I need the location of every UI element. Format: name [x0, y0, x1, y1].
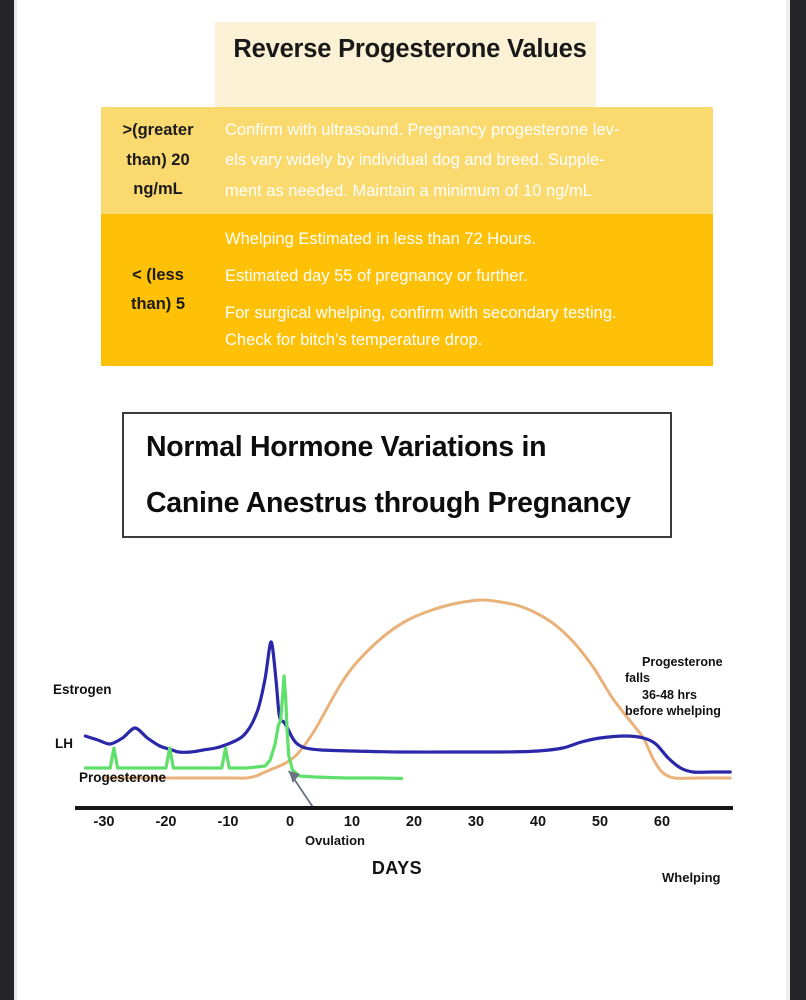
progesterone-fall-annotation: [625, 654, 755, 719]
annotation-line: falls: [625, 671, 651, 686]
table-row: [101, 107, 713, 214]
table-cell-description: [221, 226, 713, 354]
x-tick-label: -20: [155, 814, 177, 830]
description-line: Estimated day 55 of pregnancy or further.: [225, 266, 528, 285]
annotation-line: Progesterone: [642, 655, 723, 669]
page-title: Reverse Progesterone Values: [233, 35, 587, 63]
series-label-lh: LH: [55, 736, 73, 751]
description-line: ment as needed. Maintain a minimum of 10 ng/mL: [225, 181, 592, 200]
range-line: than) 20: [126, 150, 190, 169]
annotation-line: 36-48 hrs: [642, 687, 697, 702]
x-tick-label: -10: [217, 814, 239, 830]
description-line: For surgical whelping, confirm with secondary testing.: [225, 304, 617, 322]
hormone-chart: [17, 570, 786, 900]
description-line: Confirm with ultrasound. Pregnancy progesterone lev-: [225, 121, 620, 140]
frame-edge-right: [790, 0, 806, 1000]
series-label-progesterone: Progesterone: [79, 770, 167, 785]
progesterone-value-table: [101, 107, 713, 366]
table-cell-range: [101, 261, 221, 320]
axis-annotation-whelping: Whelping: [662, 870, 721, 885]
description-line: Check for bitch’s temperature drop.: [225, 331, 483, 350]
x-tick-label: 40: [529, 814, 547, 830]
x-tick-label: 20: [405, 814, 423, 830]
frame-edge-right-highlight: [786, 0, 790, 1000]
chart-title-line-1: Normal Hormone Variations in: [146, 431, 547, 463]
x-tick-label: 0: [285, 814, 295, 830]
frame-edge-left: [0, 0, 14, 1000]
table-cell-description: [221, 115, 713, 205]
series-label-estrogen: Estrogen: [53, 682, 112, 697]
x-tick-label: -30: [93, 814, 115, 830]
annotation-line: before whelping: [625, 703, 721, 718]
x-axis-title: DAYS: [371, 858, 423, 878]
x-tick-label: 60: [653, 814, 671, 830]
table-row: [101, 214, 713, 366]
description-line: els vary widely by individual dog and breed. Supple-: [225, 151, 605, 170]
description-line: Whelping Estimated in less than 72 Hours.: [225, 229, 536, 248]
table-header-banner: [215, 22, 596, 107]
chart-title-box: [122, 412, 672, 538]
range-line: >(greater: [122, 121, 194, 140]
table-cell-range: [101, 116, 221, 204]
x-axis-line: [75, 806, 733, 810]
range-line: < (less: [132, 265, 184, 284]
x-tick-label: 10: [343, 814, 361, 830]
range-line: than) 5: [130, 295, 186, 313]
chart-title-line-2: Canine Anestrus through Pregnancy: [146, 487, 631, 519]
range-line: ng/mL: [133, 180, 183, 199]
x-tick-label: 30: [467, 814, 485, 830]
x-tick-label: 50: [591, 814, 609, 830]
axis-annotation-ovulation: Ovulation: [305, 833, 365, 848]
